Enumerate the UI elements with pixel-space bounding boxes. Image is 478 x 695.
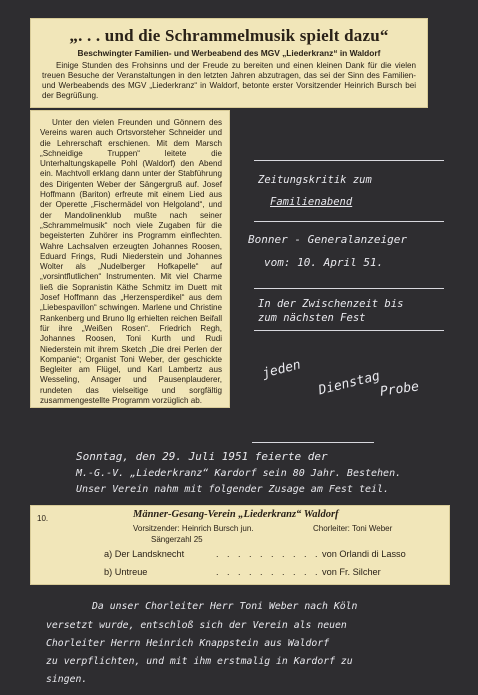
handwritten-note: Zeitungskritik zum — [258, 174, 372, 186]
ruled-line — [254, 330, 444, 331]
handwritten-note: M.-G.-V. „Liederkranz“ Kardorf sein 80 Jahr. Bestehen. — [76, 468, 402, 479]
handwritten-note: Bonner - Generalanzeiger — [248, 233, 407, 246]
ruled-line — [254, 221, 444, 222]
clipping-headline: „. . . und die Schrammelmusik spielt dazu“ — [69, 26, 389, 45]
clipping-subline: Beschwingter Familien- und Werbeabend des MGV „Liederkranz“ in Waldorf — [77, 48, 381, 58]
song-title: b) Untreue — [104, 567, 148, 577]
handwritten-note: Unser Verein nahm mit folgender Zusage am Fest teil. — [76, 484, 390, 495]
handwritten-word: jeden — [260, 357, 303, 382]
handwritten-note: In der Zwischenzeit bis — [258, 298, 404, 310]
handwritten-note: vom: 10. April 51. — [264, 256, 384, 269]
song-title: a) Der Landsknecht — [104, 549, 185, 559]
handwritten-note: zu verpflichten, und mit ihm erstmalig in Kardorf zu — [46, 656, 353, 667]
song-composer: von Orlandi di Lasso — [322, 549, 406, 559]
ruled-line — [254, 288, 444, 289]
program-singers: Sängerzahl 25 — [151, 535, 203, 544]
ruled-line — [254, 160, 444, 161]
newspaper-clipping-headline — [30, 18, 428, 108]
handwritten-note: versetzt wurde, entschloß sich der Verein als neuen — [46, 620, 347, 631]
song-dots: . . . . . . . . . . — [216, 567, 321, 577]
handwritten-note: Da unser Chorleiter Herr Toni Weber nach Köln — [92, 601, 358, 612]
handwritten-note: zum nächsten Fest — [258, 312, 366, 324]
program-number: 10. — [37, 514, 49, 523]
clipping-body-paragraph: Unter den vielen Freunden und Gönnern des Vereins waren auch Ortsvorsteher Schneider und die Lehrerschaft erschienen. Mit dem Marsch „Schneidige Truppen“ leitete die Unterhaltungskapelle Pohl (Waldorf) den Abend ein. Machtvoll erklang dann unter der Stabführung des Dirigenten Weber der Sängergruß auf. Josef Hoffmann (Bariton) erfreute mit einem Lied aus der Operette „Fischermädel von Helgoland“, und der Mandolinenklub mußte nach seiner „Schrammelmusik“ noch viele Zugaben für die begeisterten Zuhörer ins Programm einflechten. Wahre Lachsalven erzeugten Johannes Roosen, Eduard Frings, Rudi Niederstein und Johannes Wolter als „Nudelberger Hofkapelle“ auf „vorsintflutlichen“ Instrumenten. Mit viel Charme ließ die Sopranistin Käthe Schmitz im Duett mit Josef Hoffmann das „Herzensperdikel“ aus dem „Liebespavillon“ schwingen. Marlene und Christine Rankenberg und Bruno Ilg erhielten reichen Beifall für ihre „Weißen Rosen“. Friedrich Regh, Johannes Roosen, Toni Kurth und Rudi Niederstein mit ihrem Sketch „Die drei Perlen der Kompanie“; Organist Toni Weber, der geschickte Begleiter am Flügel, und Karl Lambertz aus Wesseling, Ansager und Pausenplauderer, rundeten das vielseitige und sorgfältig zusammengestellte Programm vorzüglich ab. — [40, 118, 222, 406]
newspaper-clipping-body — [30, 110, 230, 408]
program-choirmaster: Chorleiter: Toni Weber — [313, 524, 393, 533]
song-composer: von Fr. Silcher — [322, 567, 381, 577]
handwritten-word: Dienstag — [317, 368, 382, 399]
clipping-intro-paragraph: Einige Stunden des Frohsinns und der Freude zu bereiten und einen kleinen Dank für die vielen treuen Besuche der Veranstaltungen in den letzten Jahren abzutragen, das sei der Sinn des Familien- und Werbeabends des MGV „Liederkranz“ in Waldorf, betonte erster Vorsitzender Heinrich Bursch bei der Begrüßung. — [42, 61, 416, 100]
song-dots: . . . . . . . . . . — [216, 549, 321, 559]
handwritten-note: Familienabend — [270, 196, 353, 208]
program-chairman: Vorsitzender: Heinrich Bursch jun. — [133, 524, 254, 533]
handwritten-note: Chorleiter Herrn Heinrich Knappstein aus Waldorf — [46, 638, 330, 649]
program-title: Männer-Gesang-Verein „Liederkranz“ Waldorf — [133, 509, 339, 520]
handwritten-note: Sonntag, den 29. Juli 1951 feierte der — [76, 450, 328, 463]
program-clipping — [30, 505, 450, 585]
ruled-line — [252, 442, 374, 443]
handwritten-note: singen. — [46, 674, 88, 685]
handwritten-word: Probe — [379, 379, 420, 400]
